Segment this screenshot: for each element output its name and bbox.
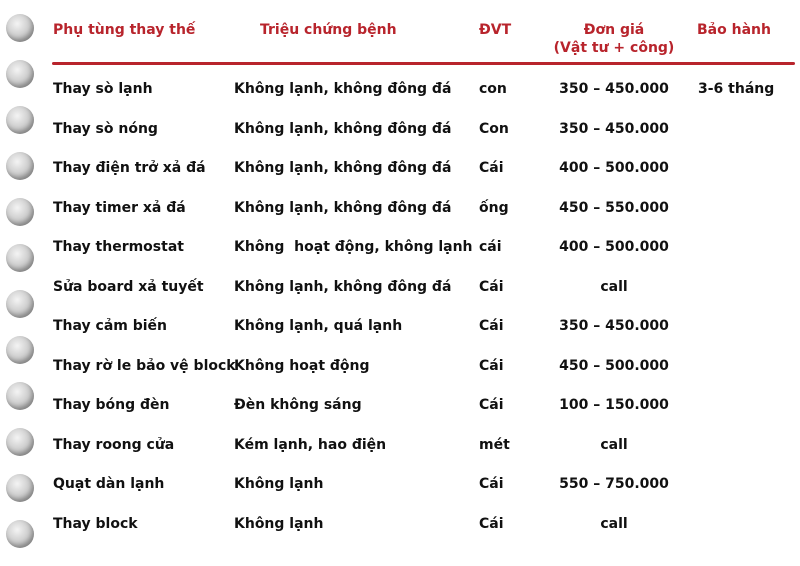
cell-unit: Cái — [479, 397, 504, 413]
header-divider — [52, 62, 795, 65]
cell-price: 350 – 450.000 — [559, 81, 669, 97]
cell-part: Thay điện trở xả đá — [53, 160, 206, 176]
table-row — [0, 198, 800, 218]
table-row — [0, 158, 800, 178]
binding-ring-icon — [6, 14, 34, 42]
cell-symptom: Không hoạt động, không lạnh — [234, 239, 473, 255]
cell-price: 400 – 500.000 — [559, 239, 669, 255]
cell-unit: cái — [479, 239, 502, 255]
header-unit: ĐVT — [479, 22, 512, 38]
cell-unit: Cái — [479, 160, 504, 176]
cell-symptom: Không lạnh, không đông đá — [234, 120, 452, 137]
cell-price: 350 – 450.000 — [559, 318, 669, 334]
cell-unit: con — [479, 81, 507, 97]
cell-price: 100 – 150.000 — [559, 397, 669, 413]
header-price-line2: (Vật tư + công) — [553, 40, 675, 56]
header-symptom: Triệu chứng bệnh — [260, 22, 397, 38]
cell-part: Thay block — [53, 515, 138, 532]
header-price — [548, 21, 680, 57]
cell-part: Thay sò lạnh — [53, 81, 153, 97]
cell-price: 450 – 550.000 — [559, 199, 669, 216]
cell-symptom: Không hoạt động — [234, 357, 370, 374]
table-row — [0, 316, 800, 336]
cell-unit: Cái — [479, 318, 504, 334]
cell-price: 550 – 750.000 — [559, 476, 669, 492]
cell-unit: Cái — [479, 357, 504, 374]
cell-unit: Con — [479, 120, 509, 137]
header-price-line1: Đơn giá — [583, 22, 645, 38]
table-row — [0, 435, 800, 455]
cell-price: 450 – 500.000 — [559, 357, 669, 374]
table-row — [0, 237, 800, 257]
cell-symptom: Kém lạnh, hao điện — [234, 436, 387, 453]
cell-unit: Cái — [479, 278, 504, 295]
cell-symptom: Không lạnh — [234, 515, 324, 532]
table-row — [0, 474, 800, 494]
cell-symptom: Không lạnh, không đông đá — [234, 81, 452, 97]
cell-symptom: Không lạnh, quá lạnh — [234, 318, 403, 334]
table-row — [0, 277, 800, 297]
header-part: Phụ tùng thay thế — [53, 22, 196, 38]
cell-part: Thay bóng đèn — [53, 397, 170, 413]
cell-symptom: Đèn không sáng — [234, 397, 362, 413]
table-row — [0, 395, 800, 415]
cell-part: Sửa board xả tuyết — [53, 278, 204, 295]
cell-warranty: 3-6 tháng — [698, 81, 775, 97]
cell-part: Thay timer xả đá — [53, 199, 186, 216]
cell-part: Thay thermostat — [53, 239, 184, 255]
cell-symptom: Không lạnh, không đông đá — [234, 199, 452, 216]
cell-unit: ống — [479, 199, 509, 216]
cell-symptom: Không lạnh, không đông đá — [234, 278, 452, 295]
header-warranty: Bảo hành — [697, 22, 771, 38]
table-row — [0, 119, 800, 139]
table-row — [0, 514, 800, 534]
cell-part: Quạt dàn lạnh — [53, 476, 165, 492]
cell-symptom: Không lạnh — [234, 476, 324, 492]
cell-price: call — [600, 278, 628, 295]
cell-price: 400 – 500.000 — [559, 160, 669, 176]
cell-unit: Cái — [479, 515, 504, 532]
cell-price: 350 – 450.000 — [559, 120, 669, 137]
cell-part: Thay roong cửa — [53, 436, 175, 453]
cell-part: Thay sò nóng — [53, 120, 158, 137]
cell-part: Thay rờ le bảo vệ block — [53, 357, 236, 374]
cell-price: call — [600, 436, 628, 453]
cell-unit: mét — [479, 436, 510, 453]
table-row — [0, 356, 800, 376]
cell-unit: Cái — [479, 476, 504, 492]
cell-symptom: Không lạnh, không đông đá — [234, 160, 452, 176]
cell-part: Thay cảm biến — [53, 318, 168, 334]
cell-price: call — [600, 515, 628, 532]
table-row — [0, 79, 800, 99]
